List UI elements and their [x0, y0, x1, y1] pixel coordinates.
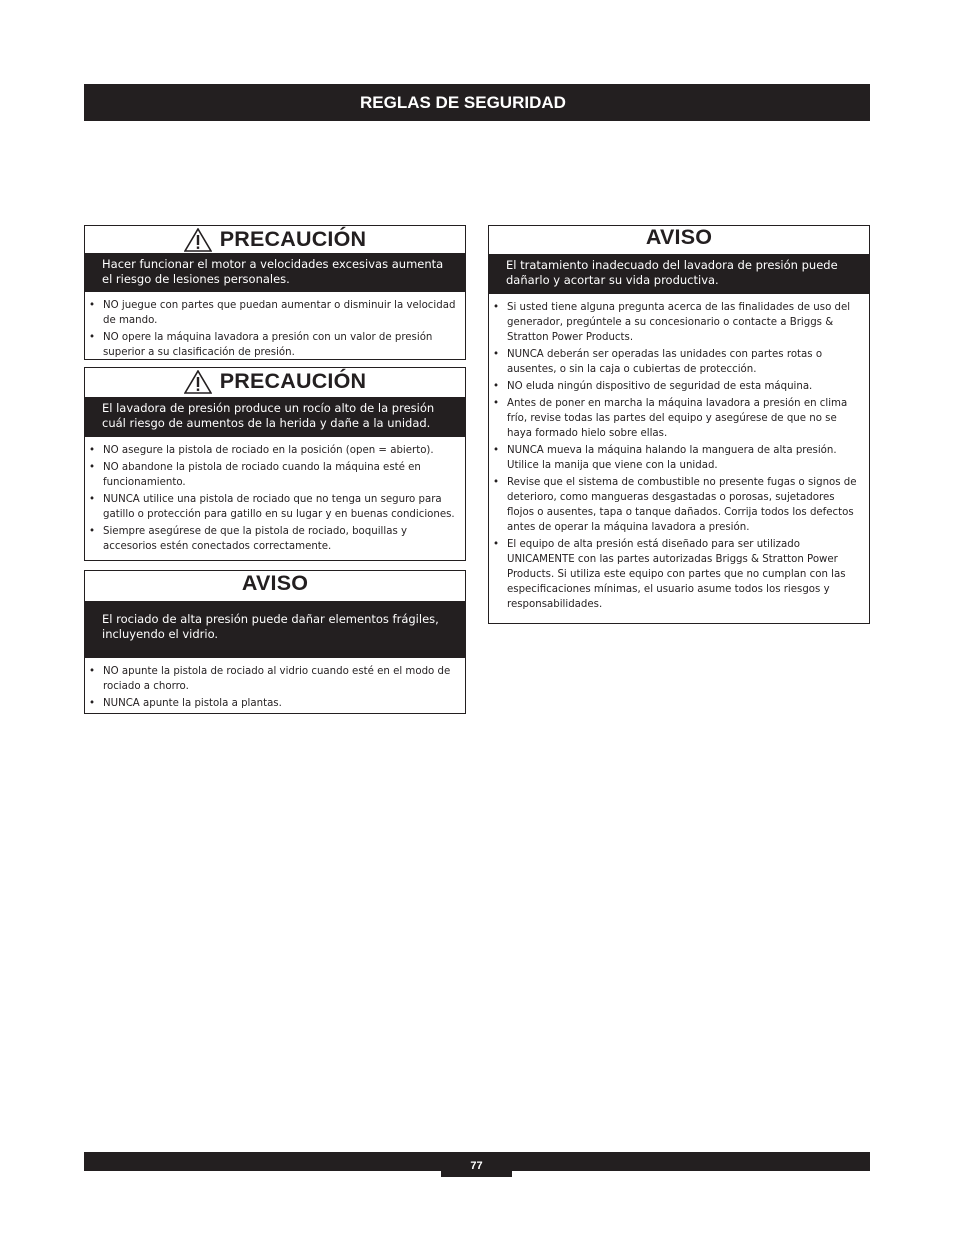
list-item: • Revise que el sistema de combustible no presente fugas o signos de deterioro, como mangueras desgastadas o porosas, sujetadores flojos o ausentes, tapa o tanque dañados. Corrija todos los defectos antes de operar la máquina lavadora a presión. — [493, 477, 857, 533]
notice-list — [489, 294, 869, 612]
caution-title-text: PRECAUCIÓN — [219, 227, 367, 251]
caution-box-speed — [84, 225, 466, 360]
caution-banner: El lavadora de presión produce un rocío alto de la presión cuál riesgo de aumentos de la herida y dañe a la unidad. — [85, 397, 465, 437]
notice-box-maintenance — [488, 225, 870, 624]
list-item: • NO juegue con partes que puedan aumentar o disminuir la velocidad de mando. — [89, 300, 456, 326]
section-header — [84, 84, 870, 121]
notice-box-glass — [84, 570, 466, 714]
list-item: • NUNCA apunte la pistola a plantas. — [89, 698, 282, 709]
notice-title: AVISO — [645, 225, 713, 249]
list-item: • Siempre asegúrese de que la pistola de rociado, boquillas y accesorios estén conectados correctamente. — [89, 526, 408, 552]
page-number: 77 — [441, 1152, 512, 1177]
notice-title: AVISO — [241, 571, 309, 595]
list-item: • NO asegure la pistola de rociado en la posición (open = abierto). — [89, 445, 434, 456]
list-item: • NO eluda ningún dispositivo de seguridad de esta máquina. — [493, 381, 813, 392]
caution-title-text: PRECAUCIÓN — [219, 369, 367, 393]
caution-title — [85, 226, 465, 253]
list-item: • El equipo de alta presión está diseñado para ser utilizado UNICAMENTE con las partes autorizadas Briggs & Stratton Power Products. Si utiliza este equipo con partes que no cumplan con las especificaciones mínimas, el usuario asume todos los riesgos y responsabilidades. — [493, 539, 846, 610]
warning-triangle-icon — [184, 228, 212, 252]
caution-title — [85, 368, 465, 395]
list-item: • NO abandone la pistola de rociado cuando la máquina esté en funcionamiento. — [89, 462, 421, 488]
section-title: REGLAS DE SEGURIDAD — [360, 93, 566, 112]
list-item: • Antes de poner en marcha la máquina lavadora a presión en clima frío, revise todas las partes del equipo y asegúrese de que no se haya formado hielo sobre ellas. — [493, 398, 848, 439]
list-item: • NO apunte la pistola de rociado al vidrio cuando esté en el modo de rociado a chorro. — [89, 666, 451, 692]
list-item: • NO opere la máquina lavadora a presión con un valor de presión superior a su clasificación de presión. — [89, 332, 433, 358]
notice-banner: El tratamiento inadecuado del lavadora de presión puede dañarlo y acortar su vida productiva. — [489, 254, 869, 294]
list-item: • NUNCA mueva la máquina halando la manguera de alta presión. Utilice la manija que viene con la unidad. — [493, 445, 837, 471]
notice-banner: El rociado de alta presión puede dañar elementos frágiles, incluyendo el vidrio. — [85, 601, 465, 658]
caution-list — [85, 437, 465, 554]
warning-triangle-icon — [184, 370, 212, 394]
caution-box-spray — [84, 367, 466, 561]
list-item: • Si usted tiene alguna pregunta acerca de las finalidades de uso del generador, pregúntele a su concesionario o contacte a Briggs & Stratton Power Products. — [493, 302, 851, 343]
list-item: • NUNCA deberán ser operadas las unidades con partes rotas o ausentes, o sin la caja o cubiertas de protección. — [493, 349, 823, 375]
caution-banner: Hacer funcionar el motor a velocidades excesivas aumenta el riesgo de lesiones personales. — [85, 253, 465, 292]
list-item: • NUNCA utilice una pistola de rociado que no tenga un seguro para gatillo o protección para gatillo en su lugar y en buenas condiciones. — [89, 494, 455, 520]
caution-list — [85, 292, 465, 360]
notice-list — [85, 658, 465, 711]
